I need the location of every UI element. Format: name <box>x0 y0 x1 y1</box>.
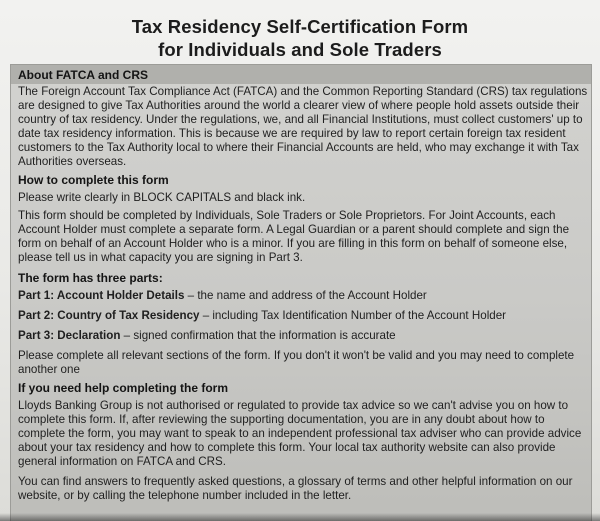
page-bottom-shadow <box>0 513 600 521</box>
help-para-2: You can find answers to frequently asked questions, a glossary of terms and other helpful information on our website, or by calling the telephone number included in the letter. <box>18 475 573 502</box>
part-1 <box>18 289 590 303</box>
title-line-2: for Individuals and Sole Traders <box>158 39 442 60</box>
part-3-label: Part 3: Declaration <box>18 329 121 342</box>
title-line-1: Tax Residency Self-Certification Form <box>131 16 469 37</box>
part-1-desc: – the name and address of the Account Holder <box>184 289 427 302</box>
how-para-1: Please write clearly in BLOCK CAPITALS and black ink. <box>18 191 306 204</box>
part-2-label: Part 2: Country of Tax Residency <box>18 309 200 322</box>
about-body: The Foreign Account Tax Compliance Act (FATCA) and the Common Reporting Standard (CRS) tax regulations are designed to give Tax Authorities around the world a clearer view of where people hold assets outside their country of tax residency. Under the regulations, we, and all Financial Institutions, must collect customers' up to date tax residency information. This is because we are required by law to report certain foreign tax resident customers to the Tax Authority local to where their Financial Accounts are held, who may exchange it with Tax Authorities overseas. <box>18 85 588 168</box>
info-content <box>18 68 590 503</box>
part-2 <box>18 309 590 323</box>
part-1-label: Part 1: Account Holder Details <box>18 289 185 302</box>
part-2-desc: – including Tax Identification Number of the Account Holder <box>199 309 507 322</box>
part-3 <box>18 329 590 343</box>
how-heading: How to complete this form <box>18 173 169 187</box>
part-3-desc: – signed confirmation that the information is accurate <box>120 329 396 342</box>
help-heading: If you need help completing the form <box>18 381 229 395</box>
page-title <box>0 0 600 61</box>
parts-note: Please complete all relevant sections of the form. If you don't it won't be valid and you may need to complete another one <box>18 349 575 376</box>
how-para-2: This form should be completed by Individuals, Sole Traders or Sole Proprietors. For Joint Accounts, each Account Holder must complete a separate form. A Legal Guardian or a parent should complete and sign the form on behalf of an Account Holder who is a minor. If you are filling in this form on behalf of someone else, please tell us in what capacity you are signing in Part 3. <box>18 209 570 264</box>
parts-heading: The form has three parts: <box>18 271 163 285</box>
info-panel <box>10 64 592 521</box>
about-heading: About FATCA and CRS <box>18 68 148 82</box>
help-para-1: Lloyds Banking Group is not authorised or regulated to provide tax advice so we can't advise you on how to complete this form. If, after reviewing the supporting documentation, you are in any doubt about how to complete the form, you may want to speak to an independent professional tax adviser who can provide advice about your tax residency and how to complete this form. Your local tax authority website can also provide general information on FATCA and CRS. <box>18 399 582 468</box>
